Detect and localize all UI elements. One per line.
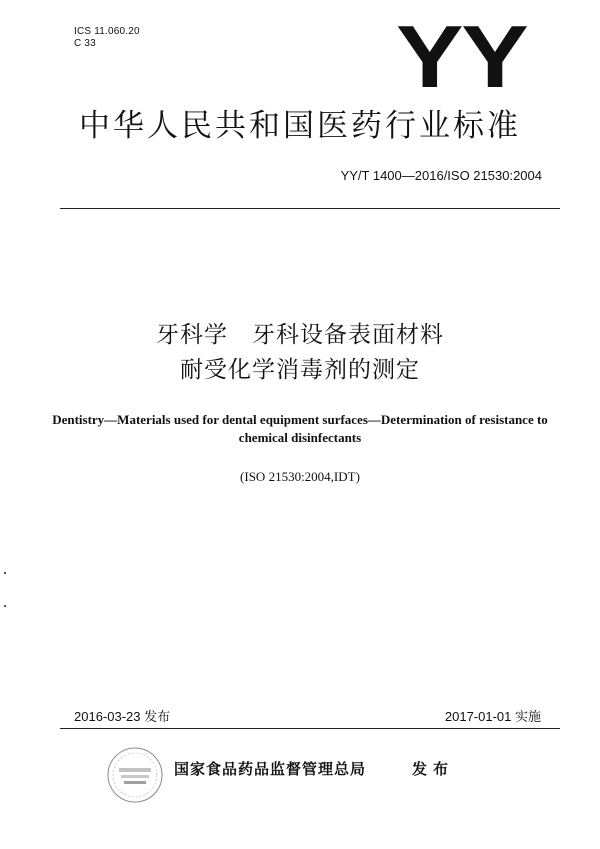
chinese-title-line2: 耐受化学消毒剂的测定 [180,357,420,383]
issue-date: 2016-03-23 发布 [74,709,171,724]
ics-code: ICS 11.060.20 [74,26,140,37]
scan-speck [4,572,6,574]
implementation-date: 2017-01-01 实施 [444,709,541,724]
issuing-authority: 国家食品药品监督管理总局 [174,760,367,778]
standard-mark: YY [395,7,526,106]
top-divider [60,208,560,209]
standard-number: YY/T 1400—2016/ISO 21530:2004 [340,168,542,183]
english-title: Dentistry—Materials used for dental equipment surfaces—Determination of resistance to chemical disinfectants [52,412,548,445]
scan-speck [4,605,6,607]
chinese-title-line1: 牙科学 牙科设备表面材料 [156,322,444,348]
iso-adoption-note: (ISO 21530:2004,IDT) [240,469,360,484]
standard-body-title: 中华人民共和国医药行业标准 [79,108,521,144]
issue-label: 发布 [412,760,455,778]
ccs-code: C 33 [74,38,96,49]
bottom-divider [60,728,560,729]
seal-stamp-icon [104,744,166,806]
